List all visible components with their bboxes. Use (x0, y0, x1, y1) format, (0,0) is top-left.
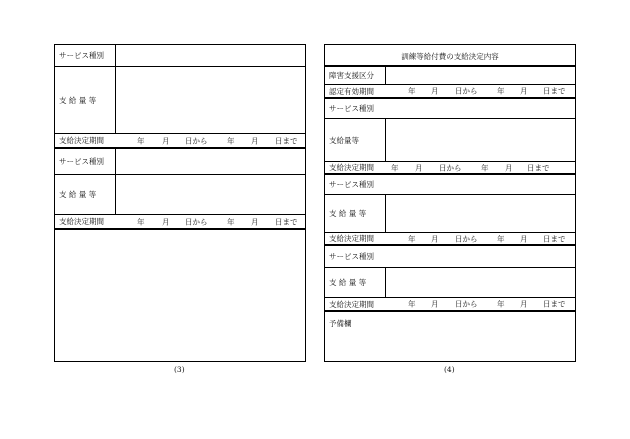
right-p1-month-from: 月 (415, 163, 423, 172)
right-service-type-row-1 (325, 99, 575, 119)
left-blank-area (55, 230, 305, 361)
right-p2-day-from: 日から (455, 234, 478, 243)
right-vp-year-from: 年 (408, 86, 416, 96)
right-form-title: 訓練等給付費の支給決定内容 (401, 52, 499, 61)
left-p1-day-from: 日から (185, 136, 208, 145)
right-p3-year-from: 年 (408, 299, 416, 309)
left-p1-month-from: 月 (162, 136, 170, 145)
left-p2-day-to: 日まで (275, 217, 298, 226)
right-disability-class-label: 障害支援区分 (325, 67, 386, 84)
left-period-label-1: 支給決定期間 (59, 136, 104, 145)
right-amount-label-2: 支 給 量 等 (325, 195, 386, 232)
right-period-label-2: 支給決定期間 (329, 234, 374, 243)
left-p2-year-from: 年 (137, 217, 145, 226)
right-valid-period-row (325, 85, 575, 99)
left-p1-year-to: 年 (227, 136, 235, 145)
left-amount-row-1 (55, 67, 305, 134)
right-disability-class-row (325, 67, 575, 85)
right-period-row-2 (325, 233, 575, 246)
right-service-type-label-3: サービス種別 (329, 252, 374, 261)
right-vp-day-to: 日まで (543, 86, 566, 96)
left-service-type-row-2 (55, 149, 305, 175)
right-p3-month-from: 月 (431, 299, 439, 309)
left-period-units-2 (55, 215, 305, 228)
right-p1-day-to: 日まで (527, 163, 550, 172)
left-service-type-row-1 (55, 45, 305, 67)
right-amount-row-2 (325, 195, 575, 233)
right-vp-day-from: 日から (455, 86, 478, 96)
right-p3-day-to: 日まで (543, 299, 566, 309)
right-amount-label-3: 支 給 量 等 (325, 268, 386, 297)
right-service-type-label-2: サービス種別 (329, 180, 374, 189)
right-valid-period-units (325, 85, 575, 97)
right-page-number: (4) (444, 365, 455, 374)
right-period-label-3: 支給決定期間 (329, 299, 374, 309)
right-form-panel (324, 44, 576, 362)
right-valid-period-label: 認定有効期間 (329, 86, 374, 96)
right-reserve-area (325, 312, 575, 361)
left-service-type-label-2: サービス種別 (55, 149, 116, 174)
left-p2-month-from: 月 (162, 217, 170, 226)
right-period-units-1 (325, 162, 575, 173)
left-p2-month-to: 月 (251, 217, 259, 226)
left-period-row-1 (55, 134, 305, 149)
right-period-units-3 (325, 298, 575, 310)
right-p2-day-to: 日まで (543, 234, 566, 243)
left-service-type-label-1: サービス種別 (55, 45, 116, 66)
right-p2-year-from: 年 (408, 234, 416, 243)
right-vp-month-from: 月 (431, 86, 439, 96)
right-period-units-2 (325, 233, 575, 244)
right-p3-month-to: 月 (520, 299, 528, 309)
right-reserve-label: 予備欄 (329, 319, 352, 328)
right-p2-year-to: 年 (497, 234, 505, 243)
right-vp-year-to: 年 (497, 86, 505, 96)
left-p1-year-from: 年 (137, 136, 145, 145)
left-period-units-1 (55, 134, 305, 147)
left-p2-day-from: 日から (185, 217, 208, 226)
right-p1-month-to: 月 (505, 163, 513, 172)
right-vp-month-to: 月 (520, 86, 528, 96)
right-amount-label-1: 支給量等 (325, 119, 386, 161)
right-p2-month-from: 月 (431, 234, 439, 243)
left-page-number: (3) (174, 365, 185, 374)
right-service-type-label-1: サービス種別 (329, 104, 374, 113)
right-period-label-1: 支給決定期間 (329, 163, 374, 172)
right-service-type-row-3 (325, 246, 575, 268)
right-p3-year-to: 年 (497, 299, 505, 309)
right-amount-row-1 (325, 119, 575, 162)
right-period-row-1 (325, 162, 575, 175)
right-p1-day-from: 日から (439, 163, 462, 172)
left-form-panel (54, 44, 306, 362)
right-amount-row-3 (325, 268, 575, 298)
right-p1-year-from: 年 (391, 163, 399, 172)
left-p2-year-to: 年 (227, 217, 235, 226)
right-period-row-3 (325, 298, 575, 312)
left-p1-month-to: 月 (251, 136, 259, 145)
right-p3-day-from: 日から (455, 299, 478, 309)
right-service-type-row-2 (325, 175, 575, 195)
right-p1-year-to: 年 (481, 163, 489, 172)
left-period-label-2: 支給決定期間 (59, 217, 104, 226)
left-amount-label-1: 支 給 量 等 (55, 67, 116, 133)
left-p1-day-to: 日まで (275, 136, 298, 145)
left-amount-label-2: 支 給 量 等 (55, 175, 116, 214)
right-title-row (325, 45, 575, 67)
left-period-row-2 (55, 215, 305, 230)
right-p2-month-to: 月 (520, 234, 528, 243)
left-amount-row-2 (55, 175, 305, 215)
